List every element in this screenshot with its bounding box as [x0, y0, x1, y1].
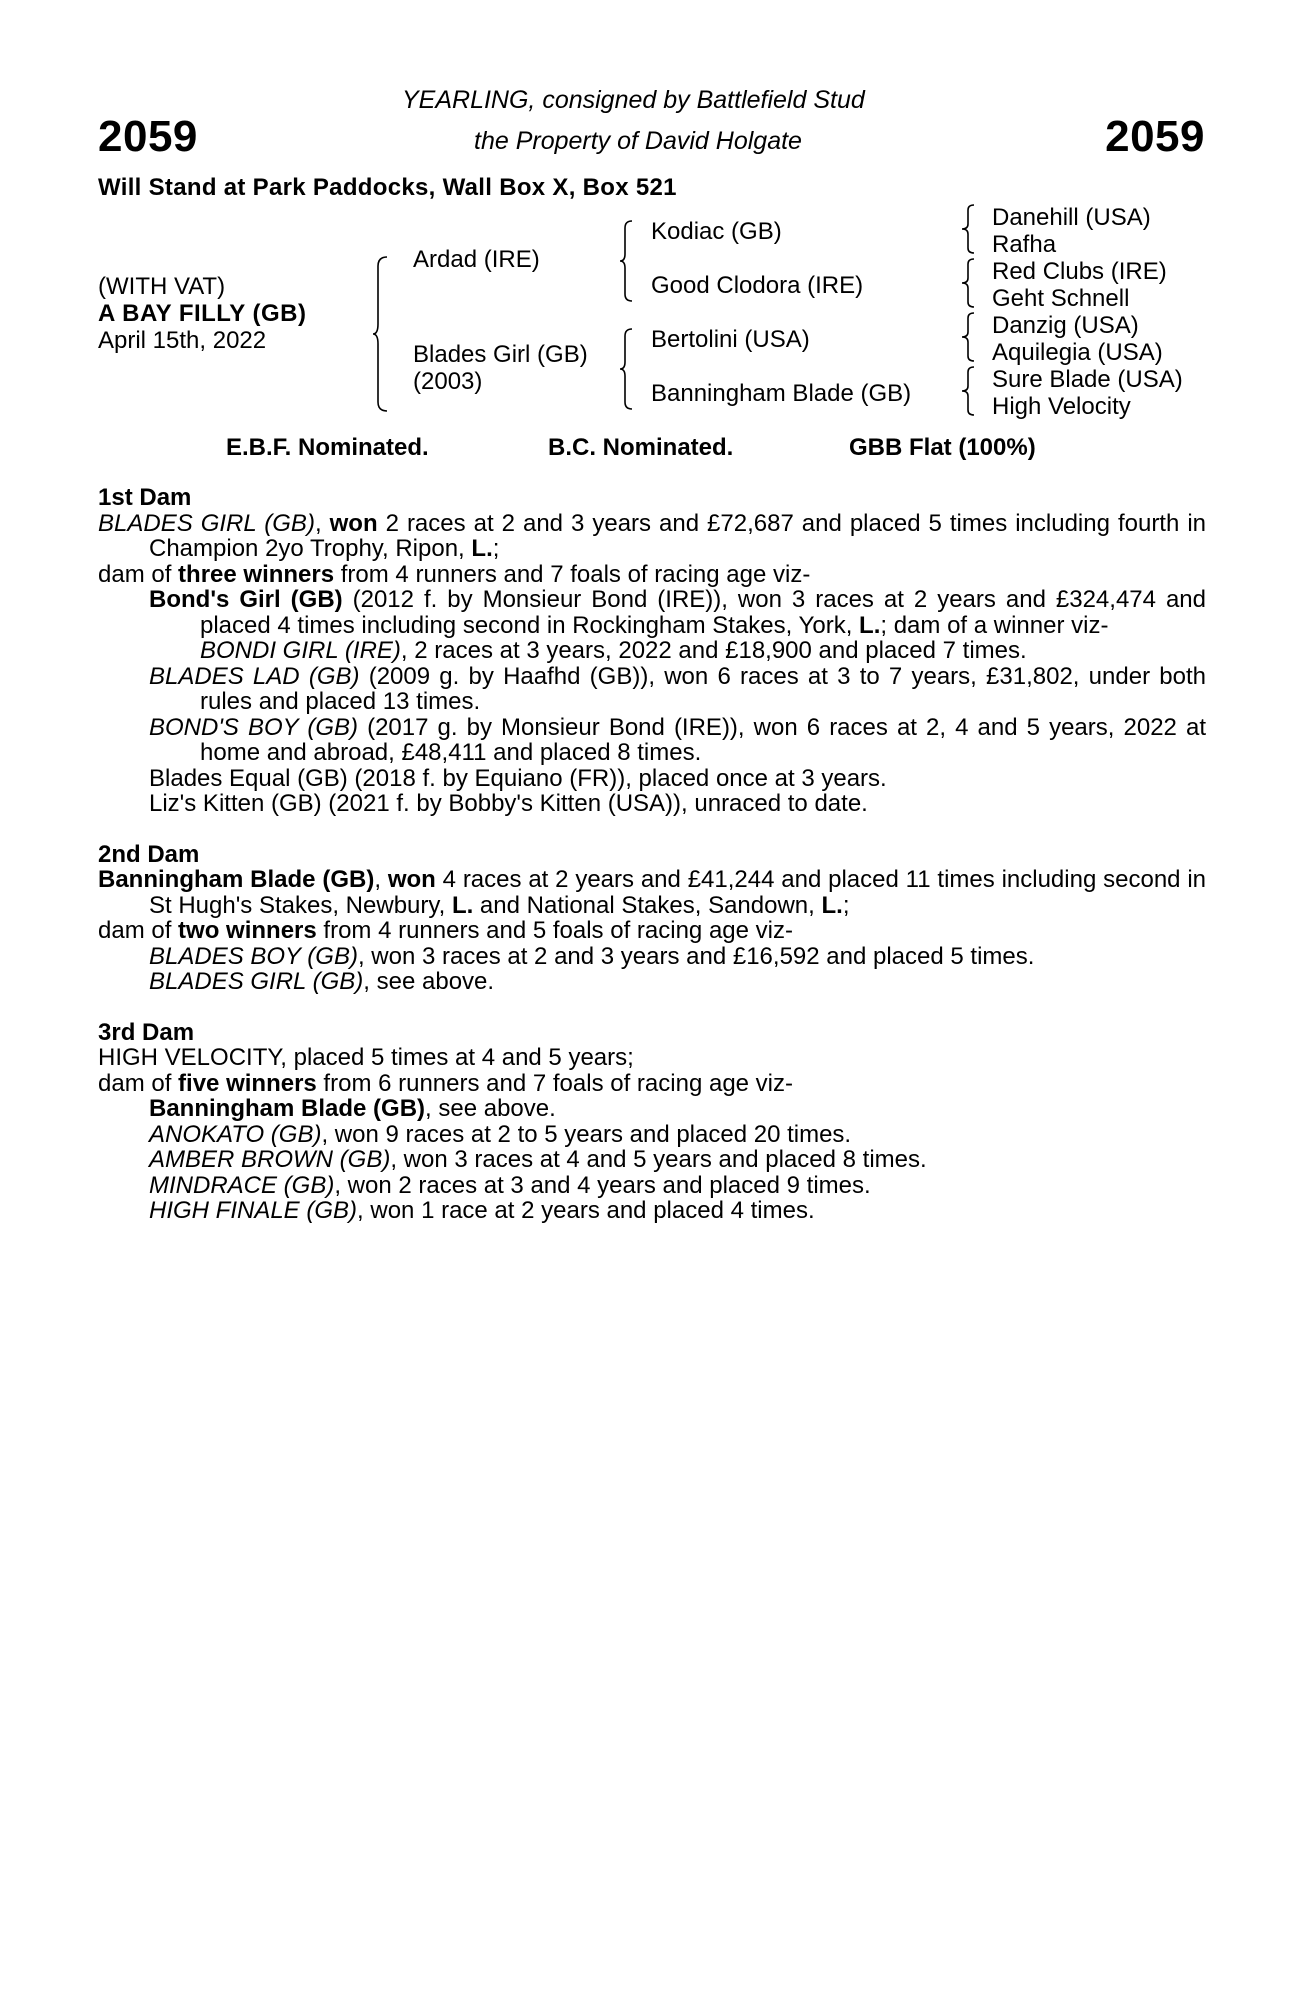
record-end: ; [492, 535, 500, 562]
produce-name: HIGH FINALE (GB) [149, 1197, 358, 1224]
consignor-line: YEARLING, consigned by Battlefield Stud [402, 86, 865, 114]
third-dam-section [98, 1020, 1206, 1224]
damof-suffix: from 4 runners and 5 foals of racing age viz- [316, 917, 793, 944]
grandsire-6: Aquilegia (USA) [992, 339, 1163, 366]
produce-text: , 2 races at 3 years, 2022 and £18,900 and placed 7 times. [400, 637, 1027, 664]
record-text-mid: and National Stakes, Sandown, [473, 891, 822, 919]
produce-text: , won 2 races at 3 and 4 years and placed 9 times. [334, 1171, 871, 1199]
produce-text: , won 9 races at 2 to 5 years and placed 20 times. [321, 1120, 852, 1148]
produce-sub-entry [98, 638, 1206, 664]
gbb-flat: GBB Flat (100%) [849, 434, 1036, 461]
produce-text: , see above. [363, 968, 495, 995]
grandsire-7: Sure Blade (USA) [992, 366, 1183, 393]
first-dam-section [98, 485, 1206, 817]
produce-text: (2009 g. by Haafhd (GB)), won 6 races at 3 to 7 years, £31,802, under both rules and placed 13 times. [200, 662, 1206, 715]
listed-marker: L. [451, 891, 474, 919]
produce-name: MINDRACE (GB) [149, 1171, 335, 1199]
record-end: ; [842, 891, 850, 919]
produce-text: , won 3 races at 2 and 3 years and £16,592 and placed 5 times. [357, 942, 1035, 970]
listed-marker: L. [859, 611, 881, 639]
first-dam-name: BLADES GIRL (GB) [98, 509, 315, 537]
grandsire-2: Rafha [992, 231, 1057, 258]
pedigree-brace-g3-3 [962, 312, 978, 362]
produce-entry: Liz's Kitten (GB) (2021 f. by Bobby's Kitten (USA)), unraced to date. [149, 790, 868, 817]
produce-text: , won 1 race at 2 years and placed 4 times. [357, 1197, 815, 1224]
produce-entry [98, 969, 1206, 995]
produce-text-end: ; dam of a winner viz- [880, 611, 1109, 639]
horse-name: A BAY FILLY (GB) [98, 300, 307, 327]
pedigree-brace-sire [620, 220, 636, 302]
second-dam-title: 2nd Dam [98, 840, 200, 868]
horse-dob: April 15th, 2022 [98, 327, 267, 354]
second-dam-name: Banningham Blade (GB) [98, 866, 375, 893]
lot-number-right: 2059 [1105, 112, 1205, 161]
produce-name: BONDI GIRL (IRE) [200, 637, 401, 664]
produce-name: Bond's Girl (GB) [149, 586, 343, 613]
damof-suffix: from 4 runners and 7 foals of racing age viz- [334, 560, 811, 588]
produce-entry [98, 1122, 1206, 1148]
pedigree-brace-g3-2 [962, 258, 978, 308]
sire-dam: Good Clodora (IRE) [651, 272, 864, 299]
pedigree-brace-dam [620, 328, 636, 410]
winners-count: five winners [178, 1069, 317, 1097]
produce-entry [98, 1173, 1206, 1199]
produce-entry: Blades Equal (GB) (2018 f. by Equiano (FR)), placed once at 3 years. [149, 764, 887, 792]
produce-entry [98, 1147, 1206, 1173]
won-label: won [329, 509, 378, 537]
produce-name: ANOKATO (GB) [149, 1120, 322, 1148]
won-label: won [387, 866, 436, 893]
produce-text: (2012 f. by Monsieur Bond (IRE)), won 3 races at 2 years and £324,474 and placed 4 times including second in Rockingham Stakes, York, [200, 586, 1207, 639]
second-dam-section [98, 842, 1206, 995]
grandsire-8: High Velocity [992, 393, 1131, 420]
produce-name: BLADES BOY (GB) [149, 942, 358, 970]
first-dam-record: BLADES GIRL (GB), won 2 races at 2 and 3 years and £72,687 and placed 5 times including fourth in Champion 2yo Trophy, Ripon, L.; [98, 509, 1206, 562]
produce-text: (2017 g. by Monsieur Bond (IRE)), won 6 races at 2, 4 and 5 years, 2022 at home and abroad, £48,411 and placed 8 times. [200, 713, 1206, 766]
winners-count: two winners [178, 917, 317, 944]
damof-suffix: from 6 runners and 7 foals of racing age viz- [316, 1069, 794, 1097]
grandsire-5: Danzig (USA) [992, 312, 1139, 339]
produce-entry [98, 1096, 1206, 1122]
first-dam-title: 1st Dam [98, 484, 192, 511]
produce-entry [98, 715, 1206, 766]
listed-marker: L. [821, 891, 843, 919]
second-dam-produce-summary [98, 918, 1206, 944]
produce-name: BLADES LAD (GB) [149, 662, 360, 690]
produce-entry [98, 1198, 1206, 1224]
catalogue-body [98, 485, 1206, 1249]
grandsire-4: Geht Schnell [992, 285, 1130, 312]
third-dam-record: HIGH VELOCITY, placed 5 times at 4 and 5 years; [98, 1044, 634, 1071]
produce-entry [98, 587, 1206, 638]
damof-prefix: dam of [98, 1069, 179, 1097]
dam-year: (2003) [413, 368, 483, 395]
third-dam-produce-summary [98, 1071, 1206, 1097]
grandsire-1: Danehill (USA) [992, 204, 1151, 231]
pedigree-brace-main [373, 256, 393, 412]
third-dam-title: 3rd Dam [98, 1018, 195, 1046]
record-text: 4 races at 2 years and £41,244 and placed 11 times including second in St Hugh's Stakes, Newbury, [149, 866, 1207, 919]
record-text: 2 races at 2 and 3 years and £72,687 and placed 5 times including fourth in Champion 2yo Trophy, Ripon, [149, 509, 1206, 562]
vat-note: (WITH VAT) [98, 273, 226, 300]
produce-name: BOND'S BOY (GB) [149, 713, 358, 741]
dam: Blades Girl (GB) [413, 341, 588, 368]
winners-count: three winners [178, 560, 335, 588]
property-line: the Property of David Holgate [474, 127, 802, 155]
produce-entry [98, 944, 1206, 970]
dam-dam: Banningham Blade (GB) [651, 380, 912, 407]
grandsire-3: Red Clubs (IRE) [992, 258, 1167, 285]
produce-name: Banningham Blade (GB) [149, 1095, 426, 1122]
produce-name: BLADES GIRL (GB) [149, 968, 364, 995]
produce-entry [98, 664, 1206, 715]
bc-nomination: B.C. Nominated. [548, 434, 734, 461]
produce-text: , see above. [425, 1095, 556, 1122]
pedigree-brace-g3-4 [962, 366, 978, 416]
sire: Ardad (IRE) [413, 246, 540, 273]
sire-sire: Kodiac (GB) [651, 218, 782, 245]
produce-name: AMBER BROWN (GB) [149, 1146, 391, 1173]
second-dam-record: Banningham Blade (GB), won 4 races at 2 years and £41,244 and placed 11 times including second in St Hugh's Stakes, Newbury, L. and National Stakes, Sandown, L.; [98, 866, 1207, 919]
stand-location: Will Stand at Park Paddocks, Wall Box X, Box 521 [98, 174, 677, 201]
ebf-nomination: E.B.F. Nominated. [226, 434, 429, 461]
produce-text: , won 3 races at 4 and 5 years and placed 8 times. [390, 1146, 927, 1173]
first-dam-produce-summary [98, 562, 1206, 588]
dam-sire: Bertolini (USA) [651, 326, 810, 353]
listed-marker: L. [471, 535, 493, 562]
damof-prefix: dam of [98, 560, 179, 588]
lot-number-left: 2059 [98, 112, 198, 161]
damof-prefix: dam of [98, 917, 179, 944]
pedigree-brace-g3-1 [962, 204, 978, 254]
